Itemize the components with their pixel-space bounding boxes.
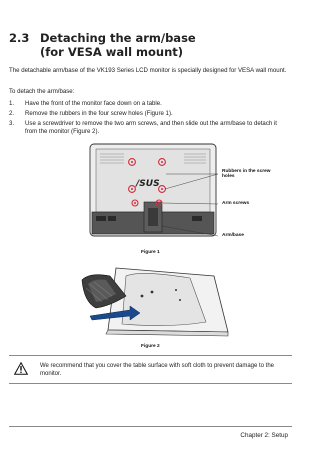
step-number: 2.	[9, 110, 15, 117]
figure-1-monitor-back	[88, 142, 220, 244]
figure-2-caption: Figure 2	[141, 344, 160, 349]
footer-rule	[9, 426, 292, 427]
step-number: 1.	[9, 100, 15, 107]
label-arm-base: Arm/base	[222, 233, 244, 238]
figure-2-detach-illustration	[80, 262, 230, 340]
step-number: 3.	[9, 120, 15, 127]
brand-logo: /SUS	[136, 179, 160, 189]
lead-paragraph: To detach the arm/base:	[9, 88, 75, 95]
step-2	[9, 110, 293, 119]
step-1	[9, 100, 293, 109]
note-bottom-rule	[9, 383, 292, 384]
page-footer: Chapter 2: Setup	[240, 432, 288, 439]
section-title	[40, 31, 196, 59]
step-3	[9, 120, 293, 138]
section-title-line-1: Detaching the arm/base	[40, 31, 196, 45]
note-top-rule	[9, 355, 292, 356]
section-number: 2.3	[9, 31, 30, 45]
warning-icon	[14, 362, 28, 375]
figure-1-caption: Figure 1	[141, 250, 160, 255]
note-text: We recommend that you cover the table surface with soft cloth to prevent damage to the monitor.	[40, 363, 275, 378]
step-text: Use a screwdriver to remove the two arm screws, and then slide out the arm/base to detach it from the monitor (Figure 2).	[25, 120, 277, 136]
step-text: Remove the rubbers in the four screw holes (Figure 1).	[25, 110, 173, 117]
label-rubbers: Rubbers in the screw holes	[222, 169, 271, 180]
step-text: Have the front of the monitor face down on a table.	[25, 100, 162, 107]
intro-paragraph: The detachable arm/base of the VK193 Series LCD monitor is specially designed for VESA wall mount.	[9, 67, 287, 74]
label-arm-screws: Arm screws	[222, 201, 250, 206]
section-title-line-2: (for VESA wall mount)	[40, 45, 184, 59]
